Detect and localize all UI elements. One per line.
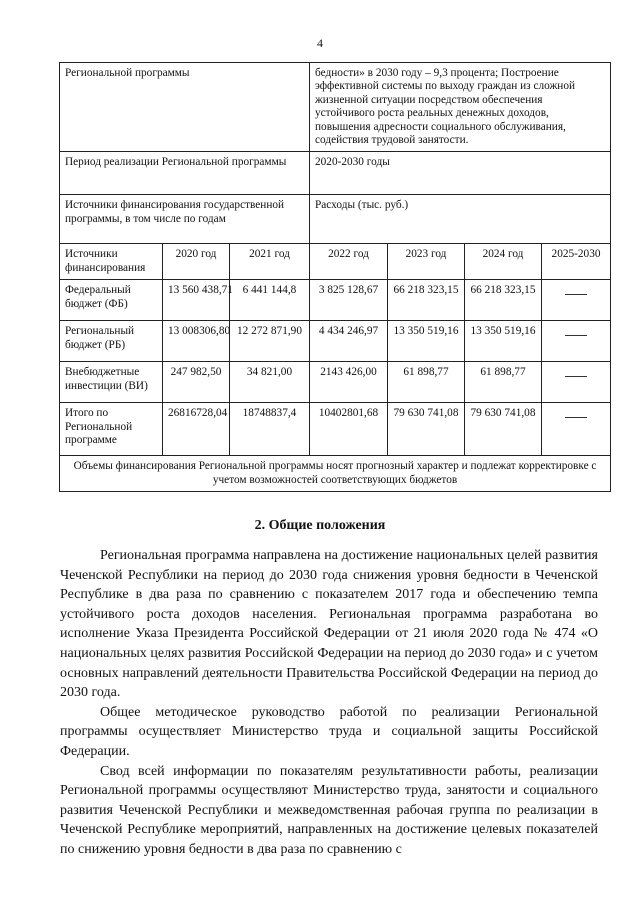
finance-cell: 26816728,04 (163, 403, 230, 456)
section-title: 2. Общие положения (254, 518, 386, 533)
finance-cell: 247 982,50 (163, 362, 230, 403)
finance-row-label: Внебюджетные инвестиции (ВИ) (60, 362, 163, 403)
finance-cell: 3 825 128,67 (310, 280, 388, 321)
year-header: 2022 год (310, 244, 388, 280)
year-header: 2021 год (230, 244, 310, 280)
finance-row-label: Региональный бюджет (РБ) (60, 321, 163, 362)
goal-text: бедности» в 2030 году – 9,3 процента; Построение эффективной системы по выходу граждан из сложной жизненной ситуации посредством обеспечения устойчивого роста реальных денежных доходов, повышения адресности социального обслуживания, содействия трудовой занятости. (310, 63, 611, 152)
finance-header-source: Источники финансирования (60, 244, 163, 280)
finance-cell: 61 898,77 (465, 362, 542, 403)
finance-cell: 12 272 871,90 (230, 321, 310, 362)
finance-cell: 66 218 323,15 (388, 280, 465, 321)
finance-row-label: Итого по Региональной программе (60, 403, 163, 456)
note-row (60, 456, 611, 492)
finance-cell: 2143 426,00 (310, 362, 388, 403)
sources-value: Расходы (тыс. руб.) (310, 195, 611, 244)
finance-cell: 6 441 144,8 (230, 280, 310, 321)
finance-cell: 13 008306,80 (163, 321, 230, 362)
finance-header-row (60, 244, 611, 280)
finance-row-label: Федеральный бюджет (ФБ) (60, 280, 163, 321)
empty-dash-cell (542, 321, 611, 362)
finance-row-regional (60, 321, 611, 362)
finance-cell: 13 350 519,16 (388, 321, 465, 362)
finance-row-offbudget (60, 362, 611, 403)
finance-cell: 13 560 438,71 (163, 280, 230, 321)
finance-cell: 79 630 741,08 (388, 403, 465, 456)
year-header: 2020 год (163, 244, 230, 280)
year-header: 2025-2030 (542, 244, 611, 280)
paragraph: Региональная программа направлена на достижение национальных целей развития Чеченской Республики на период до 2030 года снижения уровня бедности в Чеченской Республике в два раза по сравнению с показателем 2017 года и обеспечению темпа устойчивого роста доходов населения. Региональная программа разработана во исполнение Указа Президента Российской Федерации от 21 июля 2020 года № 474 «О национальных целях развития Российской Федерации на период до 2030 года» и с учетом основных направлений деятельности Правительства Российской Федерации на период до 2030 года. (60, 548, 598, 701)
finance-cell: 4 434 246,97 (310, 321, 388, 362)
finance-cell: 10402801,68 (310, 403, 388, 456)
financing-note: Объемы финансирования Региональной программы носят прогнозный характер и подлежат корректировке с учетом возможностей соответствующих бюджетов (60, 456, 611, 492)
paragraph: Свод всей информации по показателям результативности работы, реализации Региональной программы осуществляют Министерство труда, занятости и социального развития Чеченской Республики и межведомственная рабочая группа по реализации в Чеченской Республике мероприятий, направленных на достижение целевых показателей по снижению уровня бедности в два раза по сравнению с (60, 763, 598, 857)
year-header: 2024 год (465, 244, 542, 280)
finance-cell: 61 898,77 (388, 362, 465, 403)
period-label: Период реализации Региональной программы (60, 152, 310, 195)
finance-cell: 66 218 323,15 (465, 280, 542, 321)
empty-dash-cell (542, 362, 611, 403)
year-header: 2023 год (388, 244, 465, 280)
paragraph: Общее методическое руководство работой по реализации Региональной программы осуществляет Министерство труда и социальной защиты Российской Федерации. (60, 704, 598, 759)
sources-label: Источники финансирования государственной программы, в том числе по годам (60, 195, 310, 244)
goal-label: Региональной программы (60, 63, 310, 152)
finance-row-federal (60, 280, 611, 321)
empty-dash-cell (542, 403, 611, 456)
finance-cell: 79 630 741,08 (465, 403, 542, 456)
goal-row (60, 63, 611, 152)
sources-row (60, 195, 611, 244)
finance-cell: 18748837,4 (230, 403, 310, 456)
finance-row-total (60, 403, 611, 456)
page-number: 4 (317, 36, 323, 50)
program-passport-table (59, 62, 611, 492)
period-value: 2020-2030 годы (310, 152, 611, 195)
finance-cell: 13 350 519,16 (465, 321, 542, 362)
finance-cell: 34 821,00 (230, 362, 310, 403)
period-row (60, 152, 611, 195)
section-body (60, 546, 598, 860)
empty-dash-cell (542, 280, 611, 321)
